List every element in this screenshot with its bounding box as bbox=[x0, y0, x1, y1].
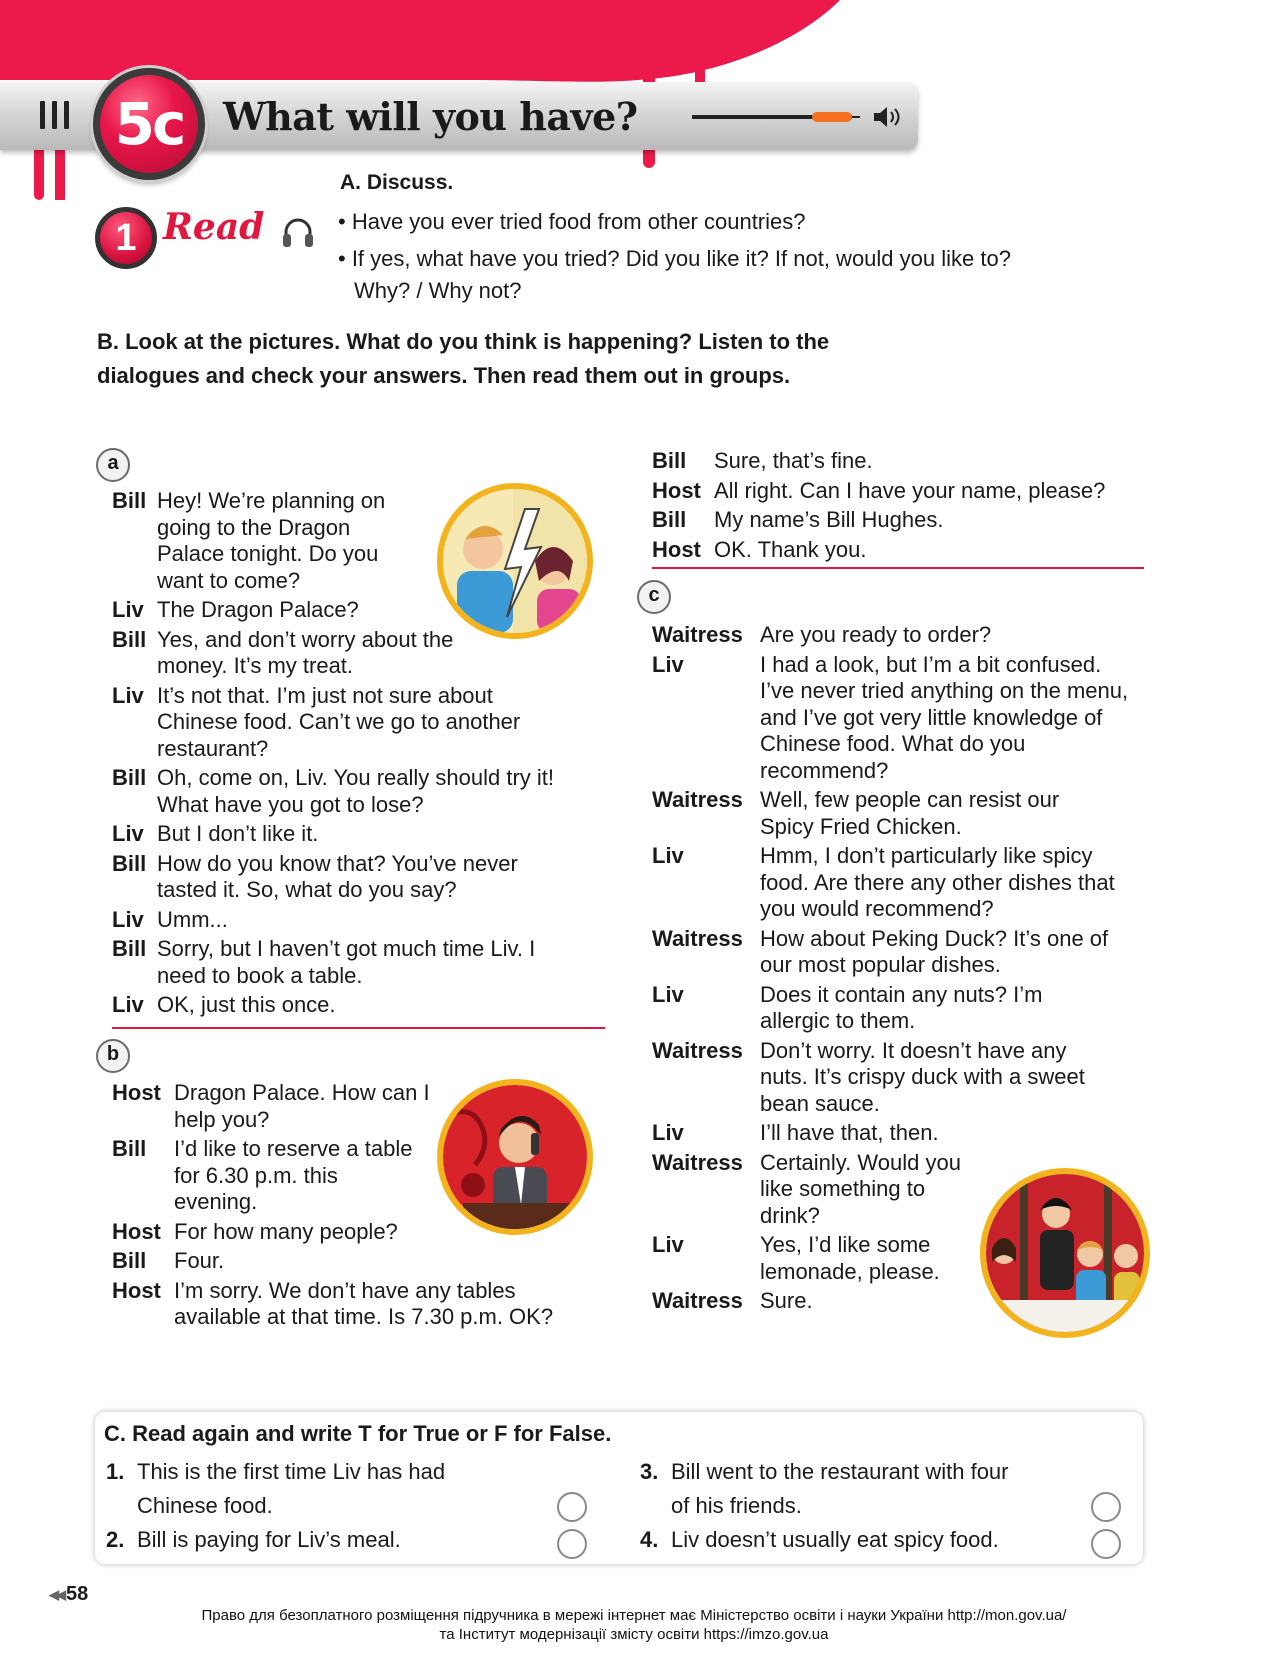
line-text: Hmm, I don’t particularly like spicy food. Are there any other dishes that you would recommend? bbox=[760, 843, 1115, 921]
answer-circle-2[interactable] bbox=[557, 1529, 587, 1559]
speaker: Waitress bbox=[652, 787, 743, 812]
line-text: I’d like to reserve a table for 6.30 p.m. this evening. bbox=[174, 1136, 413, 1214]
speaker: Liv bbox=[112, 992, 144, 1017]
dialogue-divider bbox=[112, 1027, 605, 1029]
answer-circle-1[interactable] bbox=[557, 1492, 587, 1522]
line-text: How do you know that? You’ve never tasted it. So, what do you say? bbox=[157, 850, 518, 902]
task-a-question-2-line2: Why? / Why not? bbox=[354, 278, 522, 303]
footer-line-2: та Інститут модернізації змісту освіти https://imzo.gov.ua bbox=[439, 1626, 829, 1643]
speaker: Liv bbox=[112, 821, 144, 846]
section-number: 1 bbox=[95, 207, 157, 269]
item-number: 2. bbox=[106, 1527, 125, 1552]
speaker: Liv bbox=[112, 906, 144, 932]
line-text: My name’s Bill Hughes. bbox=[714, 507, 944, 532]
dialogue-line bbox=[652, 843, 1152, 923]
speaker: Bill bbox=[112, 936, 147, 961]
line-text: Don’t worry. It doesn’t have any nuts. It’s crispy duck with a sweet bean sauce. bbox=[760, 1037, 1085, 1116]
speaker: Waitress bbox=[652, 1149, 743, 1175]
page-number-text: 58 bbox=[66, 1583, 89, 1605]
dialogue-line bbox=[112, 907, 602, 934]
line-text: For how many people? bbox=[174, 1218, 398, 1244]
dialogue-line bbox=[652, 982, 1152, 1035]
item-text-line2: of his friends. bbox=[671, 1493, 802, 1518]
lesson-title: What will you have? bbox=[223, 94, 638, 139]
line-text: Hey! We’re planning on going to the Dragon Palace tonight. Do you want to come? bbox=[157, 488, 386, 593]
item-text-line1: Bill is paying for Liv’s meal. bbox=[137, 1527, 401, 1552]
headphones-icon[interactable] bbox=[280, 214, 316, 250]
line-text: Sure. bbox=[760, 1288, 813, 1313]
speaker: Bill bbox=[652, 448, 687, 473]
section-label-read: Read bbox=[163, 206, 265, 248]
previous-page-icon[interactable]: ◀◀ bbox=[49, 1586, 63, 1602]
item-number: 3. bbox=[640, 1459, 659, 1484]
speaker: Bill bbox=[112, 488, 147, 513]
dialogue-b-part2 bbox=[652, 448, 1152, 566]
line-text: It’s not that. I’m just not sure about Chinese food. Can’t we go to another restaurant? bbox=[157, 682, 521, 761]
item-text-line1: Bill went to the restaurant with four bbox=[671, 1459, 1009, 1484]
line-text: Oh, come on, Liv. You really should try it! What have you got to lose? bbox=[157, 765, 555, 817]
line-text: Four. bbox=[174, 1248, 225, 1273]
task-c-item-2 bbox=[106, 1523, 401, 1557]
speaker: Host bbox=[112, 1218, 161, 1244]
dialogue-line bbox=[652, 507, 1152, 534]
item-number: 1. bbox=[106, 1459, 125, 1484]
dialogue-line bbox=[652, 1038, 1152, 1118]
dialogue-line bbox=[652, 652, 1152, 785]
line-text: Sure, that’s fine. bbox=[714, 448, 873, 473]
dialogue-line bbox=[112, 851, 602, 904]
speaker: Waitress bbox=[652, 1037, 743, 1063]
line-text: Certainly. Would you like something to drink? bbox=[760, 1149, 961, 1228]
menu-bars-icon bbox=[40, 101, 69, 129]
speaker: Liv bbox=[112, 682, 144, 708]
line-text: But I don’t like it. bbox=[157, 821, 319, 846]
task-a-heading: A. Discuss. bbox=[340, 171, 454, 194]
answer-circle-3[interactable] bbox=[1091, 1492, 1121, 1522]
speaker: Bill bbox=[652, 507, 687, 532]
speaker: Bill bbox=[112, 765, 147, 790]
page-number bbox=[49, 1583, 88, 1606]
speaker: Liv bbox=[652, 1120, 684, 1145]
line-text: Well, few people can resist our Spicy Fried Chicken. bbox=[760, 787, 1060, 839]
speaker: Waitress bbox=[652, 622, 743, 647]
speaker: Host bbox=[652, 477, 701, 503]
audio-slider-icon bbox=[692, 104, 910, 130]
line-text: How about Peking Duck? It’s one of our most popular dishes. bbox=[760, 925, 1109, 977]
line-text: Yes, I’d like some lemonade, please. bbox=[760, 1232, 940, 1284]
item-number: 4. bbox=[640, 1527, 659, 1552]
dialogue-line bbox=[652, 478, 1152, 505]
task-c-item-4 bbox=[640, 1523, 999, 1557]
lesson-badge: 5c bbox=[93, 68, 205, 180]
dialogue-line bbox=[652, 1120, 1152, 1147]
line-text: Are you ready to order? bbox=[760, 622, 992, 647]
restaurant-host-illustration bbox=[437, 1079, 593, 1235]
line-text: I had a look, but I’m a bit confused. I’ve never tried anything on the menu, and I’ve got very little knowledge of Chinese food. What do you recommend? bbox=[760, 651, 1129, 783]
dialogue-line bbox=[112, 992, 602, 1019]
dialogue-line bbox=[652, 622, 1152, 649]
dialogue-line bbox=[112, 683, 602, 763]
task-c-item-1 bbox=[106, 1455, 445, 1523]
phone-call-illustration bbox=[437, 483, 593, 639]
dialogue-c-marker: c bbox=[637, 580, 671, 614]
line-text: Does it contain any nuts? I’m allergic to them. bbox=[760, 981, 1043, 1033]
item-text-line1: Liv doesn’t usually eat spicy food. bbox=[671, 1527, 999, 1552]
dialogue-line bbox=[112, 1278, 592, 1331]
dialogue-line bbox=[652, 787, 1152, 840]
task-a-question-2-line1: • If yes, what have you tried? Did you like it? If not, would you like to? bbox=[338, 246, 1011, 271]
speaker: Bill bbox=[112, 626, 147, 652]
footer-line-1: Право для безоплатного розміщення підручника в мережі інтернет має Міністерство освіти і науки України http://mon.gov.ua/ bbox=[201, 1607, 1067, 1624]
line-text: I’ll have that, then. bbox=[760, 1120, 939, 1145]
line-text: OK. Thank you. bbox=[714, 536, 867, 562]
line-text: Dragon Palace. How can I help you? bbox=[174, 1080, 430, 1132]
line-text: OK, just this once. bbox=[157, 992, 336, 1017]
line-text: The Dragon Palace? bbox=[157, 597, 359, 622]
speaker: Bill bbox=[112, 1248, 147, 1273]
item-text-line1: This is the first time Liv has had bbox=[137, 1459, 446, 1484]
item-text-line2: Chinese food. bbox=[137, 1493, 273, 1518]
waitress-table-illustration bbox=[980, 1168, 1150, 1338]
dialogue-line bbox=[652, 448, 1152, 475]
speaker: Host bbox=[112, 1277, 161, 1303]
dialogue-line bbox=[112, 821, 602, 848]
speaker: Bill bbox=[112, 1136, 147, 1161]
line-text: I’m sorry. We don’t have any tables available at that time. Is 7.30 p.m. OK? bbox=[174, 1277, 554, 1329]
task-c-heading: C. Read again and write T for True or F for False. bbox=[104, 1421, 612, 1446]
speaker: Liv bbox=[652, 981, 684, 1007]
task-a-question-1: • Have you ever tried food from other countries? bbox=[338, 209, 806, 234]
line-text: All right. Can I have your name, please? bbox=[714, 477, 1106, 503]
dialogue-divider bbox=[652, 567, 1144, 569]
task-c-item-3 bbox=[640, 1455, 1009, 1523]
speaker: Waitress bbox=[652, 1288, 743, 1313]
dialogue-line bbox=[652, 537, 1152, 564]
copyright-footer bbox=[0, 1606, 1268, 1644]
dialogue-line bbox=[112, 1248, 592, 1275]
speaker: Liv bbox=[652, 843, 684, 868]
speaker: Liv bbox=[652, 651, 684, 677]
line-text: Yes, and don’t worry about the money. It’s my treat. bbox=[157, 626, 454, 678]
dialogue-b-marker: b bbox=[96, 1039, 130, 1073]
dialogue-line bbox=[112, 936, 602, 989]
speaker: Liv bbox=[112, 597, 144, 622]
dialogue-line bbox=[652, 926, 1152, 979]
dialogue-line bbox=[112, 765, 602, 818]
speaker: Host bbox=[112, 1080, 161, 1105]
line-text: Umm... bbox=[157, 906, 228, 932]
line-text: Sorry, but I haven’t got much time Liv. I need to book a table. bbox=[157, 936, 536, 988]
speaker: Liv bbox=[652, 1232, 684, 1257]
dialogue-a-marker: a bbox=[96, 448, 130, 482]
speaker: Waitress bbox=[652, 925, 743, 951]
task-b-instructions: B. Look at the pictures. What do you think is happening? Listen to the dialogues and check your answers. Then read them out in groups. bbox=[97, 329, 830, 388]
speaker: Host bbox=[652, 536, 701, 562]
task-a-question-2 bbox=[338, 243, 1011, 307]
speaker: Bill bbox=[112, 850, 147, 876]
answer-circle-4[interactable] bbox=[1091, 1529, 1121, 1559]
